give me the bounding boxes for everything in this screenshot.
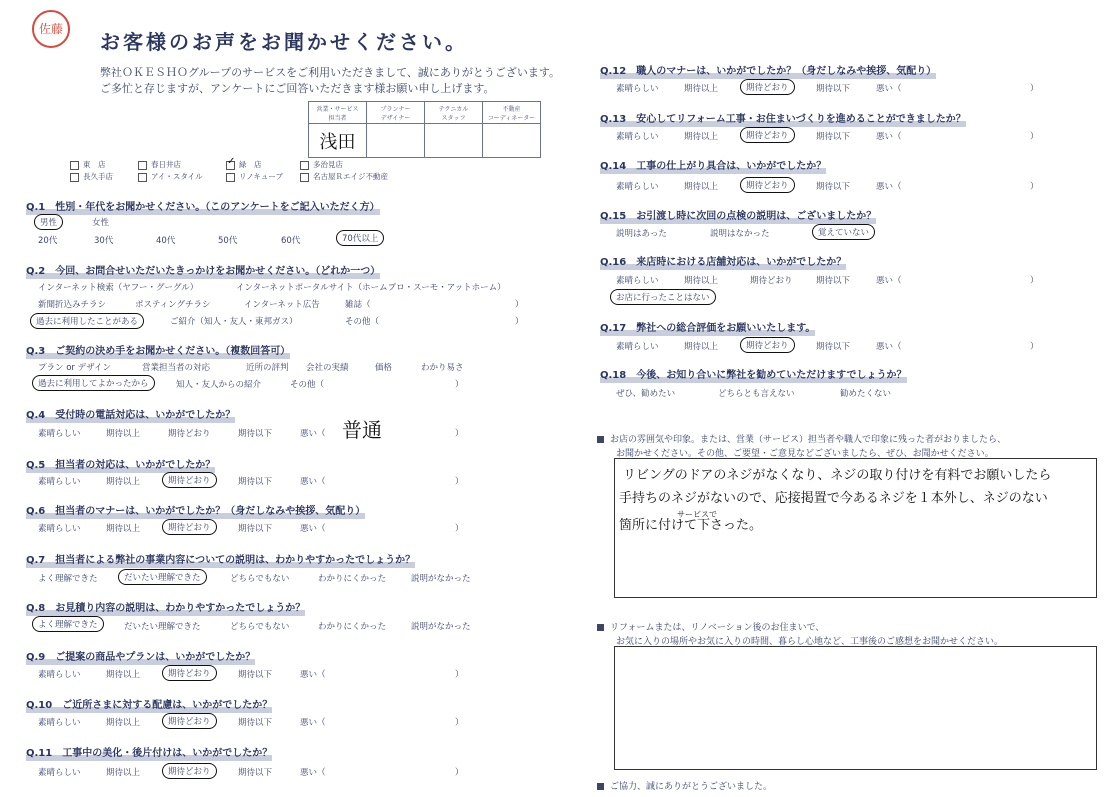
q2-other-close: ）	[515, 317, 524, 327]
q13-title: Q.13 安心してリフォーム工事・お住まいづくりを進めることができましたか？	[600, 110, 966, 127]
q15-option-not-explained[interactable]: 説明はなかった	[710, 229, 770, 239]
q5-title: Q.5 担当者の対応は、いかがでしたか？	[26, 456, 215, 473]
q13-close: ）	[1030, 132, 1039, 142]
q2-title: Q.2 今回、お問合せいただいたきっかけをお聞かせください。（どれか一つ）	[26, 262, 380, 279]
q9-option-bad[interactable]: 悪い（	[300, 670, 326, 680]
q11-option-expected[interactable]: 期待どおり	[162, 763, 217, 779]
q1-option-female[interactable]: 女性	[92, 218, 110, 228]
staff-planner-cell[interactable]	[367, 124, 425, 158]
q13-option-above[interactable]: 期待以上	[684, 132, 719, 142]
q3-option-clarity[interactable]: わかり易さ	[421, 363, 464, 373]
q9-option-below[interactable]: 期待以下	[238, 670, 273, 680]
name-stamp: 佐藤	[32, 10, 70, 48]
q9-option-above[interactable]: 期待以上	[106, 670, 141, 680]
q2-option-newspaper[interactable]: 新聞折込みチラシ	[38, 300, 107, 310]
comment1-line-2: 手持ちのネジがないので、応接掲置で今あるネジを１本外し、ネジのない	[619, 491, 1048, 506]
q4-option-bad[interactable]: 悪い（	[300, 429, 326, 439]
q8-option-well[interactable]: よく理解できた	[32, 616, 104, 632]
store-nagakute[interactable]: 長久手店	[70, 171, 113, 182]
q4-option-excellent[interactable]: 素晴らしい	[38, 429, 81, 439]
q8-option-none[interactable]: 説明がなかった	[411, 622, 471, 632]
q7-option-neutral[interactable]: どちらでもない	[230, 574, 290, 584]
q3-option-reputation[interactable]: 近所の評判	[246, 363, 289, 373]
q16-close: ）	[1030, 276, 1039, 286]
q6-close: ）	[455, 524, 464, 534]
q13-option-below[interactable]: 期待以下	[816, 132, 851, 142]
q8-title: Q.8 お見積り内容の説明は、わかりやすかったでしょうか？	[26, 599, 305, 616]
q3-option-plan[interactable]: プラン or デザイン	[38, 363, 112, 373]
q7-option-unclear[interactable]: わかりにくかった	[318, 574, 387, 584]
q2-magazine-close: ）	[515, 300, 524, 310]
comment1-label-2: お聞かせください。その他、ご要望・ご意見などございましたら、ぜひ、お聞かせください。	[616, 449, 994, 459]
q4-option-expected[interactable]: 期待どおり	[168, 429, 211, 439]
intro-line-1: 弊社ＯＫＥＳＨＯグループのサービスをご利用いただきまして、誠にありがとうございます。	[100, 66, 561, 79]
q6-option-above[interactable]: 期待以上	[106, 524, 141, 534]
q15-option-dont-remember[interactable]: 覚えていない	[812, 224, 875, 240]
q13-option-expected[interactable]: 期待どおり	[740, 127, 795, 143]
store-nagoya-rage[interactable]: 名古屋Ｒエイジ不動産	[300, 171, 388, 182]
intro-line-2: ご多忙と存じますが、アンケートにご回答いただきます様お願い申し上げます。	[100, 82, 495, 95]
q7-option-none[interactable]: 説明がなかった	[411, 574, 471, 584]
q1-option-50s[interactable]: 50代	[218, 236, 238, 246]
q12-option-expected[interactable]: 期待どおり	[740, 79, 795, 95]
q4-option-above[interactable]: 期待以上	[106, 429, 141, 439]
q14-title: Q.14 工事の仕上がり具合は、いかがでしたか？	[600, 157, 826, 174]
q1-option-20s[interactable]: 20代	[38, 236, 58, 246]
q3-option-sales[interactable]: 営業担当者の対応	[142, 363, 211, 373]
q2-option-portal[interactable]: インターネットポータルサイト（ホームプロ・スーモ・アットホーム）	[236, 283, 506, 293]
q1-title: Q.1 性別・年代をお聞かせください。（このアンケートをご記入いただく方）	[26, 198, 380, 215]
checkbox-checked-icon: ✓	[226, 161, 235, 170]
q5-option-excellent[interactable]: 素晴らしい	[38, 477, 81, 487]
staff-signature: 浅田	[319, 131, 356, 153]
q7-option-mostly[interactable]: だいたい理解できた	[118, 569, 207, 585]
comment1-line-3: 箇所に付けて下さった。	[619, 518, 763, 533]
q9-option-expected[interactable]: 期待どおり	[162, 665, 217, 681]
q16-option-above[interactable]: 期待以上	[684, 276, 719, 286]
q17-option-excellent[interactable]: 素晴らしい	[616, 342, 659, 352]
q8-option-unclear[interactable]: わかりにくかった	[318, 622, 387, 632]
q7-option-well[interactable]: よく理解できた	[38, 574, 98, 584]
comment2-textarea[interactable]	[614, 646, 1097, 770]
square-bullet-icon	[597, 783, 604, 790]
store-tajimi[interactable]: 多治見店	[300, 159, 343, 170]
q3-option-friend[interactable]: 知人・友人からの紹介	[176, 380, 262, 390]
q6-option-below[interactable]: 期待以下	[238, 524, 273, 534]
staff-header-realestate: 不動産 コーディネーター	[483, 102, 541, 124]
q9-title: Q.9 ご提案の商品やプランは、いかがでしたか？	[26, 648, 255, 665]
q14-option-excellent[interactable]: 素晴らしい	[616, 182, 659, 192]
q8-option-mostly[interactable]: だいたい理解できた	[124, 622, 201, 632]
staff-realestate-cell[interactable]	[483, 124, 541, 158]
q14-option-below[interactable]: 期待以下	[816, 182, 851, 192]
q12-option-below[interactable]: 期待以下	[816, 84, 851, 94]
q16-option-below[interactable]: 期待以下	[816, 276, 851, 286]
q18-option-neutral[interactable]: どちらとも言えない	[718, 389, 795, 399]
q15-option-explained[interactable]: 説明はあった	[616, 229, 667, 239]
comment1-label-1: お店の雰囲気や印象。または、営業（サービス）担当者や職人で印象に残った者がおりましたら、	[597, 432, 1006, 445]
q2-option-ads[interactable]: インターネット広告	[244, 300, 320, 310]
q11-option-below[interactable]: 期待以下	[238, 768, 273, 778]
q4-close: ）	[455, 429, 464, 439]
q2-option-other[interactable]: その他（	[345, 317, 380, 327]
q2-option-posting[interactable]: ポスティングチラシ	[135, 300, 211, 310]
q10-option-below[interactable]: 期待以下	[238, 718, 273, 728]
q12-title: Q.12 職人のマナーは、いかがでしたか？（身だしなみや挨拶、気配り）	[600, 62, 936, 79]
q4-title: Q.4 受付時の電話対応は、いかがでしたか？	[26, 406, 235, 423]
q14-option-expected[interactable]: 期待どおり	[740, 177, 795, 193]
comment1-textarea[interactable]	[614, 458, 1097, 598]
q6-title: Q.6 担当者のマナーは、いかがでしたか？（身だしなみや挨拶、気配り）	[26, 502, 365, 519]
staff-header-planner: プランナー デザイナー	[367, 102, 425, 124]
staff-signature-cell[interactable]	[309, 124, 367, 158]
q16-title: Q.16 来店時における店舗対応は、いかがでしたか？	[600, 253, 846, 270]
checkbox-icon	[300, 173, 309, 182]
q11-title: Q.11 工事中の美化・後片付けは、いかがでしたか？	[26, 744, 272, 761]
q3-option-other[interactable]: その他（	[290, 380, 325, 390]
q5-option-bad[interactable]: 悪い（	[300, 477, 326, 487]
q3-other-close: ）	[455, 380, 464, 390]
square-bullet-icon	[597, 624, 604, 631]
q13-option-excellent[interactable]: 素晴らしい	[616, 132, 659, 142]
q14-option-above[interactable]: 期待以上	[684, 182, 719, 192]
q17-option-below[interactable]: 期待以下	[816, 342, 851, 352]
q12-option-excellent[interactable]: 素晴らしい	[616, 84, 659, 94]
q11-option-above[interactable]: 期待以上	[106, 768, 141, 778]
q10-close: ）	[455, 718, 464, 728]
q17-close: ）	[1030, 342, 1039, 352]
square-bullet-icon	[597, 436, 604, 443]
q1-option-40s[interactable]: 40代	[156, 236, 176, 246]
q11-close: ）	[455, 768, 464, 778]
q6-option-bad[interactable]: 悪い（	[300, 524, 326, 534]
q17-option-bad[interactable]: 悪い（	[876, 342, 902, 352]
q14-option-bad[interactable]: 悪い（	[876, 182, 902, 192]
q16-option-excellent[interactable]: 素晴らしい	[616, 276, 659, 286]
q2-option-referral[interactable]: ご紹介（知人・友人・東邦ガス）	[170, 317, 298, 327]
checkbox-icon	[70, 173, 79, 182]
checkbox-icon	[300, 161, 309, 170]
q18-option-not-recommend[interactable]: 勧めたくない	[840, 389, 892, 399]
q18-option-recommend[interactable]: ぜひ、勧めたい	[616, 389, 676, 399]
staff-table	[308, 101, 541, 158]
q3-option-past-good[interactable]: 過去に利用してよかったから	[32, 375, 155, 391]
q4-option-below[interactable]: 期待以下	[238, 429, 273, 439]
staff-header-technical: テクニカル スタッフ	[425, 102, 483, 124]
q5-option-above[interactable]: 期待以上	[106, 477, 141, 487]
q4-handwriting: 普通	[342, 418, 382, 442]
q12-close: ）	[1030, 84, 1039, 94]
checkbox-icon	[70, 161, 79, 170]
page-title: お客様のお声をお聞かせください。	[100, 30, 468, 54]
q12-option-bad[interactable]: 悪い（	[876, 84, 902, 94]
q8-option-neutral[interactable]: どちらでもない	[230, 622, 290, 632]
q3-title: Q.3 ご契約の決め手をお聞かせください。（複数回答可）	[26, 342, 290, 359]
staff-technical-cell[interactable]	[425, 124, 483, 158]
q1-option-male[interactable]: 男性	[34, 214, 63, 230]
comment1-line-1: リビングのドアのネジがなくなり、ネジの取り付けを有料でお願いしたら	[623, 468, 1052, 483]
q2-option-magazine[interactable]: 雑誌（	[345, 300, 371, 310]
checkbox-icon	[138, 173, 147, 182]
q5-close: ）	[455, 477, 464, 487]
staff-header-sales: 営業・サービス 担当者	[309, 102, 367, 124]
q11-option-bad[interactable]: 悪い（	[300, 768, 326, 778]
q6-option-excellent[interactable]: 素晴らしい	[38, 524, 81, 534]
q6-option-expected[interactable]: 期待どおり	[162, 519, 217, 535]
comment2-label-2: お気に入りの場所やお気に入りの時間、暮らし心地など、工事後のご感想をお聞かせください。	[616, 637, 1004, 647]
q10-option-excellent[interactable]: 素晴らしい	[38, 718, 81, 728]
comment2-label-1: リフォームまたは、リノベーション後のお住まいで、	[597, 620, 824, 633]
checkbox-icon	[226, 173, 235, 182]
q10-option-expected[interactable]: 期待どおり	[162, 713, 217, 729]
q10-title: Q.10 ご近所さまに対する配慮は、いかがでしたか？	[26, 696, 272, 713]
q17-option-above[interactable]: 期待以上	[684, 342, 719, 352]
q9-close: ）	[455, 670, 464, 680]
q15-title: Q.15 お引渡し時に次回の点検の説明は、ございましたか？	[600, 207, 876, 224]
comment1-insert: サービスで	[677, 510, 717, 519]
q7-title: Q.7 担当者による弊社の事業内容についての説明は、わかりやすかったでしょうか？	[26, 551, 415, 568]
q3-option-price[interactable]: 価格	[375, 363, 393, 373]
q9-option-excellent[interactable]: 素晴らしい	[38, 670, 81, 680]
q12-option-above[interactable]: 期待以上	[684, 84, 719, 94]
q1-option-70s-plus[interactable]: 70代以上	[336, 230, 384, 246]
q13-option-bad[interactable]: 悪い（	[876, 132, 902, 142]
q16-option-expected[interactable]: 期待どおり	[750, 276, 793, 286]
store-midori[interactable]: ✓ 緑 店	[227, 155, 262, 169]
q1-option-60s[interactable]: 60代	[281, 236, 301, 246]
store-higashi[interactable]: 東 店	[70, 159, 106, 170]
store-istyle[interactable]: アイ・スタイル	[138, 171, 203, 182]
q5-option-expected[interactable]: 期待どおり	[162, 472, 217, 488]
store-renocube[interactable]: リノキューブ	[226, 171, 283, 182]
store-kasugai[interactable]: 春日井店	[138, 159, 181, 170]
q10-option-above[interactable]: 期待以上	[106, 718, 141, 728]
checkbox-icon	[138, 161, 147, 170]
q5-option-below[interactable]: 期待以下	[238, 477, 273, 487]
q18-title: Q.18 今後、お知り合いに弊社を勧めていただけますでしょうか？	[600, 366, 907, 383]
q10-option-bad[interactable]: 悪い（	[300, 718, 326, 728]
q2-option-past-use[interactable]: 過去に利用したことがある	[30, 313, 144, 329]
q17-title: Q.17 弊社への総合評価をお願いいたします。	[600, 319, 815, 336]
q14-close: ）	[1030, 182, 1039, 192]
q2-option-search[interactable]: インターネット検索（ヤフー・グーグル）	[38, 283, 199, 293]
q1-option-30s[interactable]: 30代	[94, 236, 114, 246]
q16-option-never-visited[interactable]: お店に行ったことはない	[610, 289, 716, 305]
q16-option-bad[interactable]: 悪い（	[876, 276, 902, 286]
footer-thanks: ご協力、誠にありがとうございました。	[597, 779, 772, 792]
q3-option-record[interactable]: 会社の実績	[306, 363, 349, 373]
q17-option-expected[interactable]: 期待どおり	[740, 337, 795, 353]
q11-option-excellent[interactable]: 素晴らしい	[38, 768, 81, 778]
